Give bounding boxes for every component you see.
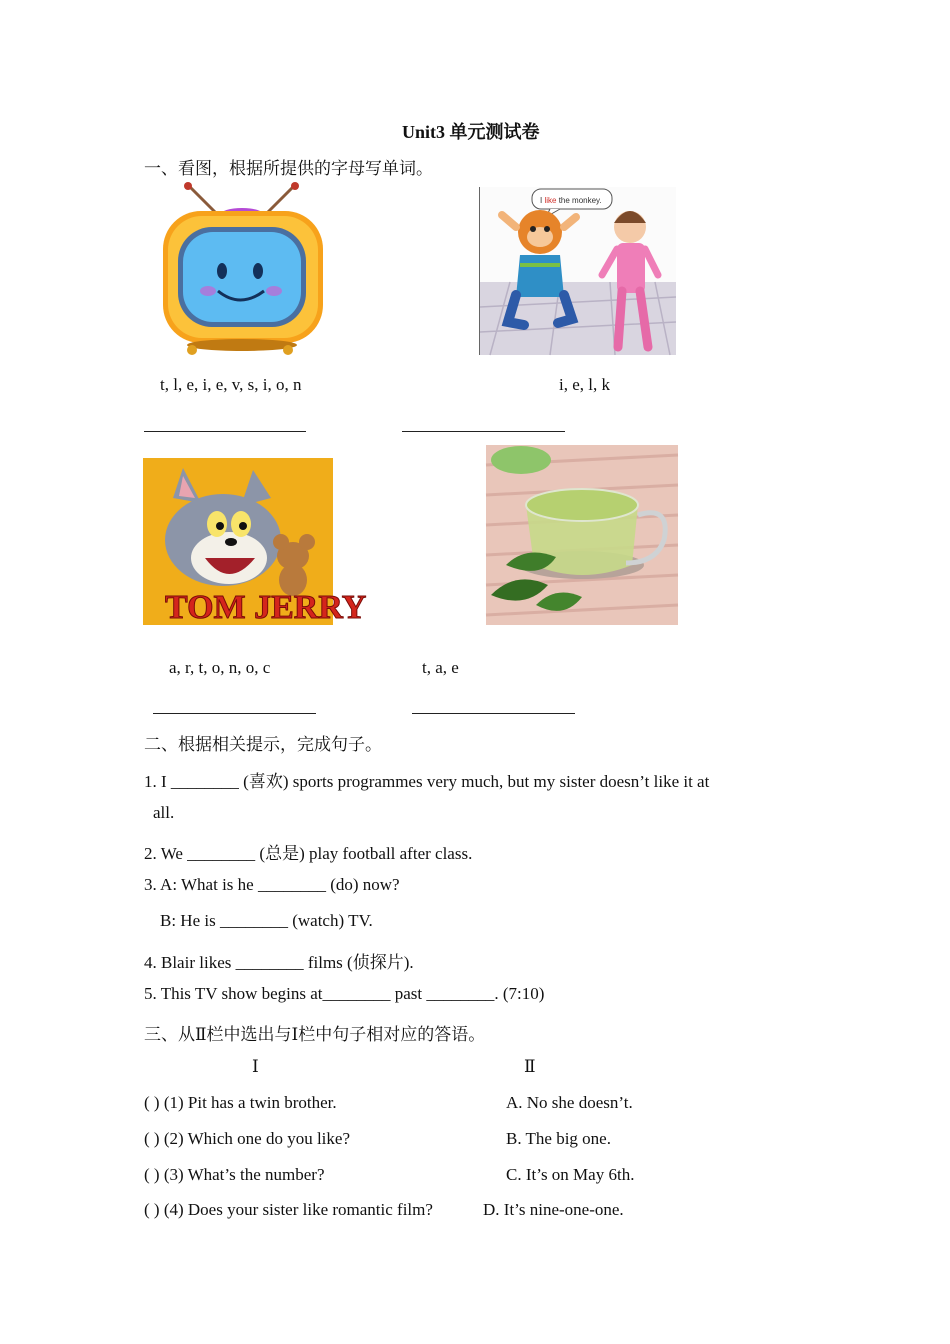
match-answer: D. It’s nine-one-one. bbox=[483, 1200, 624, 1219]
question-line: 2. We ________ (总是) play football after class. bbox=[144, 844, 473, 863]
svg-text:TOM JERRY: TOM JERRY bbox=[165, 589, 367, 626]
letters-2: i, e, l, k bbox=[559, 375, 610, 394]
column-2-header: Ⅱ bbox=[524, 1057, 536, 1076]
answer-blank-1[interactable] bbox=[144, 431, 306, 432]
answer-blank-3[interactable] bbox=[153, 713, 316, 714]
letters-1: t, l, e, i, e, v, s, i, o, n bbox=[160, 375, 302, 394]
question-line: all. bbox=[153, 803, 175, 822]
question-line: 3. A: What is he ________ (do) now? bbox=[144, 875, 400, 894]
television-icon bbox=[160, 183, 325, 358]
match-question: ( ) (1) Pit has a twin brother. bbox=[144, 1093, 337, 1112]
letters-3: a, r, t, o, n, o, c bbox=[169, 658, 271, 677]
answer-blank-4[interactable] bbox=[412, 713, 575, 714]
question-line: B: He is ________ (watch) TV. bbox=[160, 911, 373, 930]
monkey-mask-scene bbox=[479, 187, 676, 355]
match-answer: C. It’s on May 6th. bbox=[506, 1165, 635, 1184]
match-answer: A. No she doesn’t. bbox=[506, 1093, 633, 1112]
answer-blank-2[interactable] bbox=[402, 431, 565, 432]
question-line: 4. Blair likes ________ films (侦探片). bbox=[144, 953, 414, 972]
page-title: Unit3 单元测试卷 bbox=[402, 122, 540, 142]
question-line: 1. I ________ (喜欢) sports programmes very much, but my sister doesn’t like it at bbox=[144, 772, 710, 791]
match-question: ( ) (4) Does your sister like romantic film? bbox=[144, 1200, 433, 1219]
svg-text:I like the monkey.: I like the monkey. bbox=[540, 196, 602, 205]
letters-4: t, a, e bbox=[422, 658, 459, 677]
match-question: ( ) (3) What’s the number? bbox=[144, 1165, 325, 1184]
section-2-heading: 二、根据相关提示，完成句子。 bbox=[144, 735, 382, 754]
tom-and-jerry-cartoon bbox=[143, 458, 367, 626]
column-1-header: Ⅰ bbox=[252, 1057, 259, 1076]
green-tea-cup bbox=[486, 445, 678, 625]
section-1-heading: 一、看图，根据所提供的字母写单词。 bbox=[144, 159, 433, 178]
match-answer: B. The big one. bbox=[506, 1129, 611, 1148]
match-question: ( ) (2) Which one do you like? bbox=[144, 1129, 350, 1148]
question-line: 5. This TV show begins at________ past ________. (7:10) bbox=[144, 984, 545, 1003]
section-3-heading: 三、从Ⅱ栏中选出与Ⅰ栏中句子相对应的答语。 bbox=[144, 1025, 486, 1044]
